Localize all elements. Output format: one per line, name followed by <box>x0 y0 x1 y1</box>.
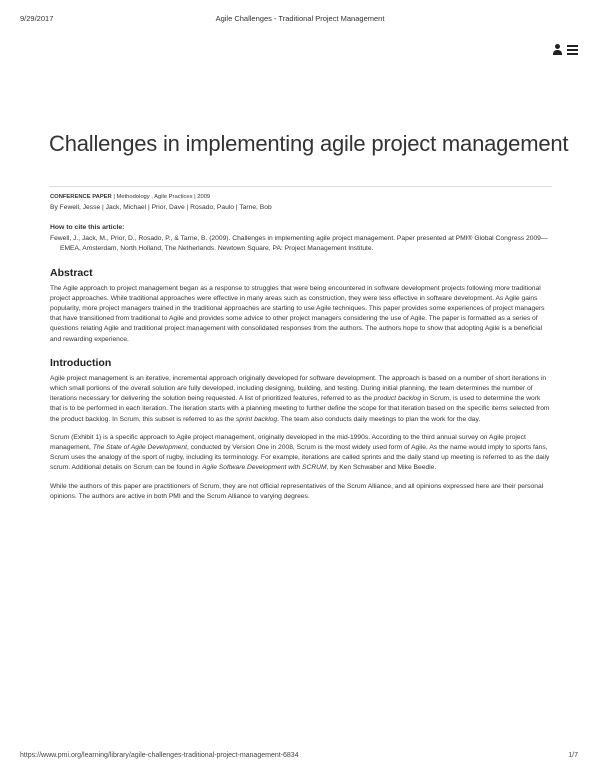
article-content <box>50 193 550 510</box>
intro-paragraph-1: Agile project management is an iterative, incremental approach originally developed for software development. The approach is based on a number of short iterations in which small portions of the overall solution are fully developed, including designing, building, and testing. During initial planning, the team determines the number of iterations necessary for delivering the solution being requested. A list of prioritized features, referred to as the product backlog in Scrum, is used to determine the work that is to be performed in each iteration. The iteration starts with a planning meeting to further define the scope for that iteration based on the specific items selected from the product backlog. In Scrum, this subset is referred to as the sprint backlog. The team also conducts daily meetings to plan the work for the day. <box>50 374 550 423</box>
article-topics[interactable]: Methodology , Agile Practices <box>116 194 193 200</box>
abstract-heading: Abstract <box>50 266 93 279</box>
article-meta: CONFERENCE PAPER | Methodology , Agile Practices | 2009 <box>50 194 211 200</box>
page-url: https://www.pmi.org/learning/library/agile-challenges-traditional-project-management-6834 <box>20 752 299 759</box>
article-year: 2009 <box>197 194 211 200</box>
article-type: CONFERENCE PAPER <box>50 194 112 200</box>
abstract-paragraph: The Agile approach to project management began as a response to struggles that were being encountered in software development projects following more traditional project approaches. While traditional approaches were effective in many areas such as construction, they were less effective in software development. As Agile gains popularity, more project managers trained in the traditional approaches are starting to use Agile techniques. This paper provides some experiences of project managers that have transitioned from traditional to Agile and provides some advice to other project managers considering the use of Agile. The paper is formatted as a series of questions relating Agile and traditional project management with consolidated responses from the authors. The authors hope to show that adopting Agile is a beneficial and rewarding experience. <box>50 284 545 343</box>
cite-label: How to cite this article: <box>50 224 125 231</box>
print-document-title: Agile Challenges - Traditional Project Management <box>215 14 385 23</box>
article-authors: By Fewell, Jesse | Jack, Michael | Prior, Dave | Rosado, Paulo | Tarne, Bob <box>50 204 272 211</box>
intro-paragraph-3: While the authors of this paper are practitioners of Scrum, they are not official representatives of the Scrum Alliance, and all opinions expressed here are their personal opinions. The authors are active in both PMI and the Scrum Alliance to varying degrees. <box>50 482 544 500</box>
print-date: 9/29/2017 <box>20 14 54 23</box>
top-icons <box>528 41 578 55</box>
citation: Fewell, J., Jack, M., Prior, D., Rosado, P., & Tarne, B. (2009). Challenges in implementing agile project management. Paper presented at PMI® Global Congress 2009—EMEA, Amsterdam, North Holland, The Netherlands. Newtown Square, PA: Project Management Institute. <box>50 235 548 253</box>
print-header <box>20 14 580 26</box>
title-divider <box>49 186 552 187</box>
introduction-heading: Introduction <box>50 356 112 369</box>
user-icon[interactable] <box>540 44 551 56</box>
intro-paragraph-2: Scrum (Exhibit 1) is a specific approach to Agile project management, originally developed in the mid-1990s. According to the third annual survey on Agile project management, The State of Agile Development, conducted by Version One in 2008, Scrum is the most widely used form of Agile. As the name would imply to sports fans, Scrum uses the analogy of the sport of rugby, including its terminology. For example, iterations are called sprints and the daily stand up meeting is referred to as the daily scrum. Additional details on Scrum can be found in Agile Software Development with SCRUM, by Ken Schwaber and Mike Beedle. <box>50 433 550 472</box>
page-number: 1/7 <box>568 752 578 759</box>
article-title: Challenges in implementing agile project management <box>49 131 569 156</box>
hamburger-menu-icon[interactable] <box>567 45 578 55</box>
